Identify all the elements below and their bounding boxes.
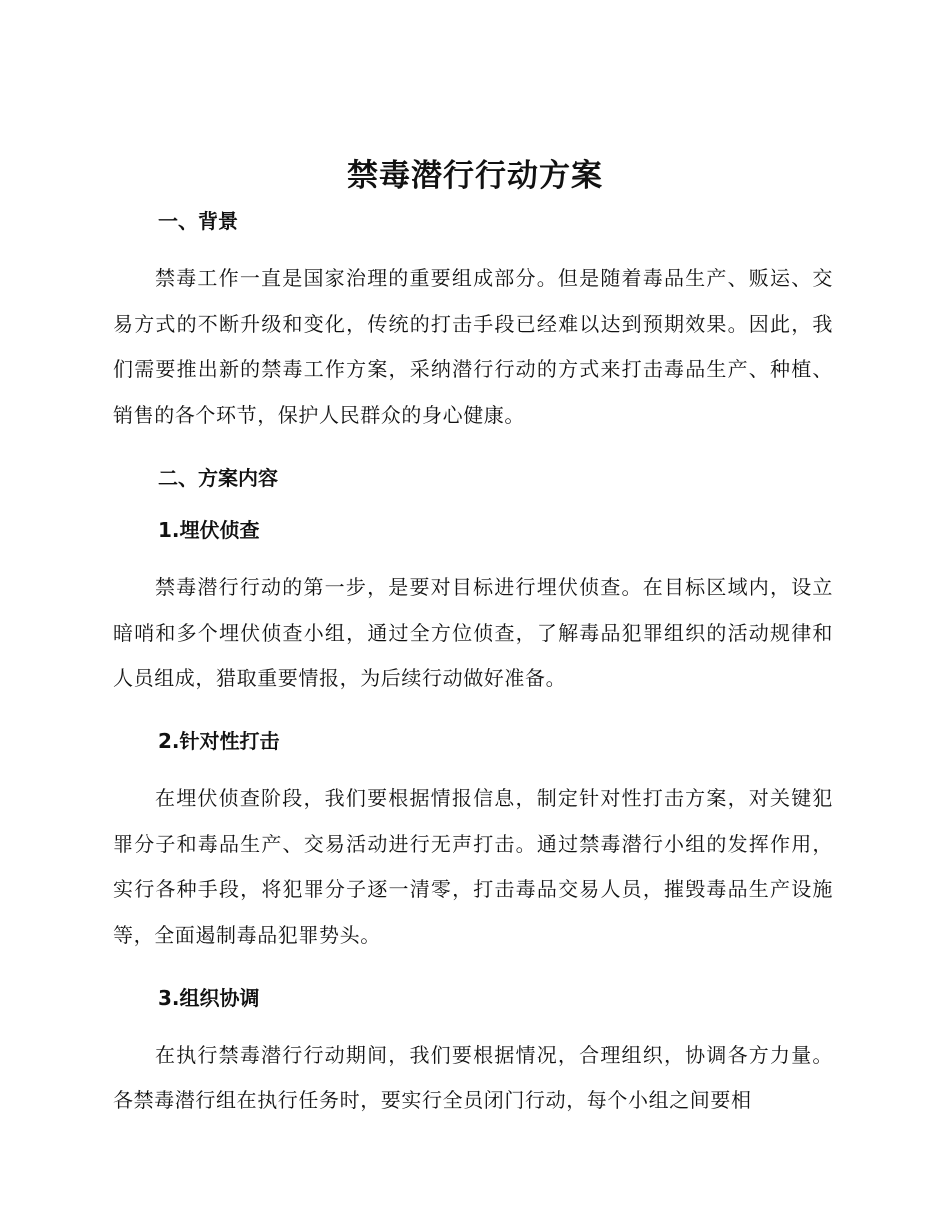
paragraph-ambush: 禁毒潜行行动的第一步，是要对目标进行埋伏侦查。在目标区域内，设立暗哨和多个埋伏侦查小组，通过全方位侦查，了解毒品犯罪组织的活动规律和人员组成，猎取重要情报，为后续行动做好准备。 xyxy=(113,574,833,691)
section-background xyxy=(113,204,833,461)
subsection-heading-targeted-strike: 2.针对性打击 xyxy=(158,728,280,753)
document-body xyxy=(113,204,833,1124)
subsection-heading-ambush: 1.埋伏侦查 xyxy=(158,517,260,542)
section-heading-background: 一、背景 xyxy=(158,209,238,233)
paragraph-background: 禁毒工作一直是国家治理的重要组成部分。但是随着毒品生产、贩运、交易方式的不断升级和变化，传统的打击手段已经难以达到预期效果。因此，我们需要推出新的禁毒工作方案，采纳潜行行动的方式来打击毒品生产、种植、销售的各个环节，保护人民群众的身心健康。 xyxy=(113,266,833,428)
document-title: 禁毒潜行行动方案 xyxy=(347,158,603,194)
paragraph-coordination: 在执行禁毒潜行行动期间，我们要根据情况，合理组织，协调各方力量。各禁毒潜行组在执行任务时，要实行全员闭门行动，每个小组之间要相 xyxy=(113,1042,833,1113)
subsection-heading-coordination: 3.组织协调 xyxy=(158,985,260,1010)
section-plan xyxy=(113,461,833,1124)
paragraph-targeted-strike: 在埋伏侦查阶段，我们要根据情报信息，制定针对性打击方案，对关键犯罪分子和毒品生产、交易活动进行无声打击。通过禁毒潜行小组的发挥作用，实行各种手段，将犯罪分子逐一清零，打击毒品交易人员，摧毁毒品生产设施等，全面遏制毒品犯罪势头。 xyxy=(113,785,833,948)
section-heading-plan: 二、方案内容 xyxy=(158,465,278,490)
